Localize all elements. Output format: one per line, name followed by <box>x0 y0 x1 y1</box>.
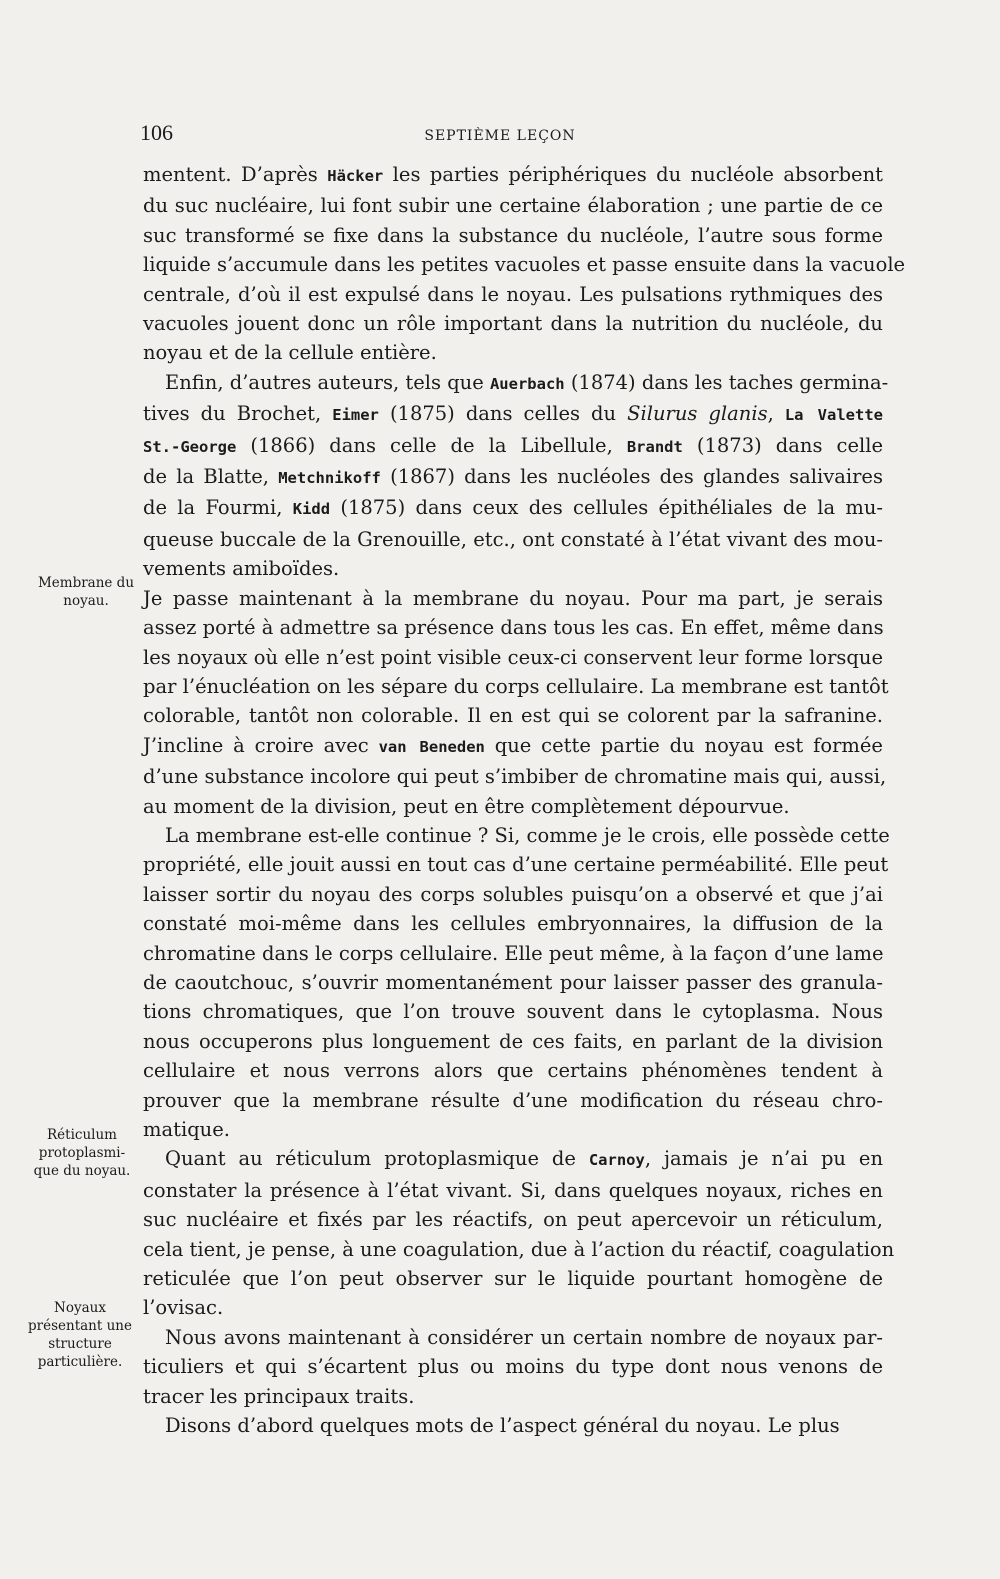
paragraph <box>143 584 889 821</box>
text-line: par l’énucléation on les sépare du corps cellulaire. La membrane est tantôt <box>143 674 889 698</box>
text-line: J’incline à croire avec van Beneden que cette partie du noyau est formée <box>143 733 883 757</box>
page-number: 106 <box>140 120 173 145</box>
text-line: Disons d’abord quelques mots de l’aspect général du noyau. Le plus <box>165 1414 840 1438</box>
text-line: assez porté à admettre sa présence dans tous les cas. En effet, même dans <box>143 616 884 640</box>
author-name: St.-George <box>143 437 237 456</box>
text-line: Nous avons maintenant à considérer un certain nombre de noyaux par- <box>165 1325 883 1349</box>
text-line: de caoutchouc, s’ouvrir momentanément pour laisser passer des granula- <box>143 970 883 994</box>
margin-note-noyaux <box>22 1299 138 1371</box>
text-line: ticuliers et qui s’écartent plus ou moins du type dont nous venons de <box>143 1355 883 1379</box>
author-name: La Valette <box>784 406 883 425</box>
text-line: Je passe maintenant à la membrane du noyau. Pour ma part, je serais <box>143 586 883 610</box>
margin-note-line: Membrane du <box>37 575 135 591</box>
paragraph <box>143 821 890 1144</box>
text-line: de la Blatte, Metchnikoff (1867) dans les nucléoles des glandes salivaires <box>143 465 883 489</box>
text-line: constaté moi-même dans les cellules embryonnaires, la diffusion de la <box>143 912 883 936</box>
text-line: reticulée que l’on peut observer sur le liquide pourtant homogène de <box>143 1267 883 1291</box>
text-line: cela tient, je pense, à une coagulation, due à l’action du réactif, coagulation <box>143 1237 895 1261</box>
author-name: Carnoy <box>588 1151 645 1170</box>
margin-note-membrane <box>28 574 144 610</box>
text-line: tracer les principaux traits. <box>143 1384 415 1408</box>
margin-note-line: noyau. <box>63 593 109 609</box>
margin-note-line: structure <box>48 1336 112 1352</box>
text-line: liquide s’accumule dans les petites vacuoles et passe ensuite dans la vacuole <box>143 253 906 277</box>
author-name: van Beneden <box>378 737 485 756</box>
text-line: centrale, d’où il est expulsé dans le noyau. Les pulsations rythmiques des <box>143 282 883 306</box>
text-line: nous occuperons plus longuement de ces faits, en parlant de la division <box>143 1029 883 1053</box>
text-line: suc transformé se fixe dans la substance du nucléole, l’autre sous forme <box>143 223 883 247</box>
text-line: tives du Brochet, Eimer (1875) dans celles du Silurus glanis, La Valette <box>143 402 883 426</box>
text-line: cellulaire et nous verrons alors que certains phénomènes tendent à <box>143 1059 883 1083</box>
author-name: Häcker <box>327 167 384 185</box>
text-line: l’ovisac. <box>143 1296 224 1320</box>
margin-note-line: Noyaux <box>54 1300 106 1316</box>
text-line: colorable, tantôt non colorable. Il en est qui se colorent par la safranine. <box>143 704 883 728</box>
author-name: Auerbach <box>489 374 565 393</box>
text-line: La membrane est-elle continue ? Si, comme je le crois, elle possède cette <box>165 823 890 847</box>
paragraph <box>143 1323 883 1411</box>
text-line: vacuoles jouent donc un rôle important dans la nutrition du nucléole, du <box>143 312 883 336</box>
author-name: Brandt <box>626 437 683 456</box>
text-line: mentent. D’après Häcker les parties périphériques du nucléole absorbent <box>143 163 883 186</box>
margin-note-line: que du noyau. <box>33 1163 131 1179</box>
margin-note-line: présentant une <box>28 1318 132 1334</box>
species-name: Silurus glanis <box>627 402 768 426</box>
text-line: propriété, elle jouit aussi en tout cas d’une certaine perméabilité. Elle peut <box>143 853 889 877</box>
author-name: Kidd <box>292 500 331 519</box>
margin-note-reticulum <box>24 1126 140 1180</box>
body-text <box>143 160 906 1440</box>
text-line: vements amiboïdes. <box>143 557 340 581</box>
text-line: noyau et de la cellule entière. <box>143 341 437 365</box>
text-line: les noyaux où elle n’est point visible ceux-ci conservent leur forme lorsque <box>143 645 883 669</box>
margin-note-line: Réticulum <box>47 1127 117 1143</box>
margin-note-line: particulière. <box>37 1354 123 1370</box>
running-head: SEPTIÈME LEÇON <box>424 128 576 144</box>
text-line: laisser sortir du noyau des corps solubles puisqu’on a observé et que j’ai <box>143 882 883 906</box>
text-line: au moment de la division, peut en être complètement dépourvue. <box>143 794 790 818</box>
paragraph <box>143 368 889 584</box>
text-line: d’une substance incolore qui peut s’imbiber de chromatine mais qui, aussi, <box>143 765 887 789</box>
paragraph <box>143 1144 895 1322</box>
paragraph <box>143 1411 883 1440</box>
text-line: de la Fourmi, Kidd (1875) dans ceux des cellules épithéliales de la mu- <box>143 496 883 520</box>
author-name: Eimer <box>332 406 379 425</box>
author-name: Metchnikoff <box>278 469 381 488</box>
text-line: prouver que la membrane résulte d’une modification du réseau chro- <box>143 1088 883 1112</box>
paragraph <box>143 160 906 368</box>
text-line: Enfin, d’autres auteurs, tels que Auerbach (1874) dans les taches germina- <box>165 370 889 394</box>
text-line: constater la présence à l’état vivant. Si, dans quelques noyaux, riches en <box>143 1178 883 1202</box>
text-line: chromatine dans le corps cellulaire. Elle peut même, à la façon d’une lame <box>143 941 884 965</box>
text-line: St.-George (1866) dans celle de la Libellule, Brandt (1873) dans celle <box>143 433 883 457</box>
text-line: Quant au réticulum protoplasmique de Carnoy, jamais je n’ai pu en <box>165 1147 883 1171</box>
margin-note-line: protoplasmi- <box>38 1145 126 1161</box>
text-line: suc nucléaire et fixés par les réactifs, on peut apercevoir un réticulum, <box>143 1208 883 1232</box>
text-line: queuse buccale de la Grenouille, etc., ont constaté à l’état vivant des mou- <box>143 527 883 551</box>
text-line: du suc nucléaire, lui font subir une certaine élaboration ; une partie de ce <box>143 194 883 218</box>
text-line: tions chromatiques, que l’on trouve souvent dans le cytoplasma. Nous <box>143 1000 883 1024</box>
text-line: matique. <box>143 1118 230 1141</box>
